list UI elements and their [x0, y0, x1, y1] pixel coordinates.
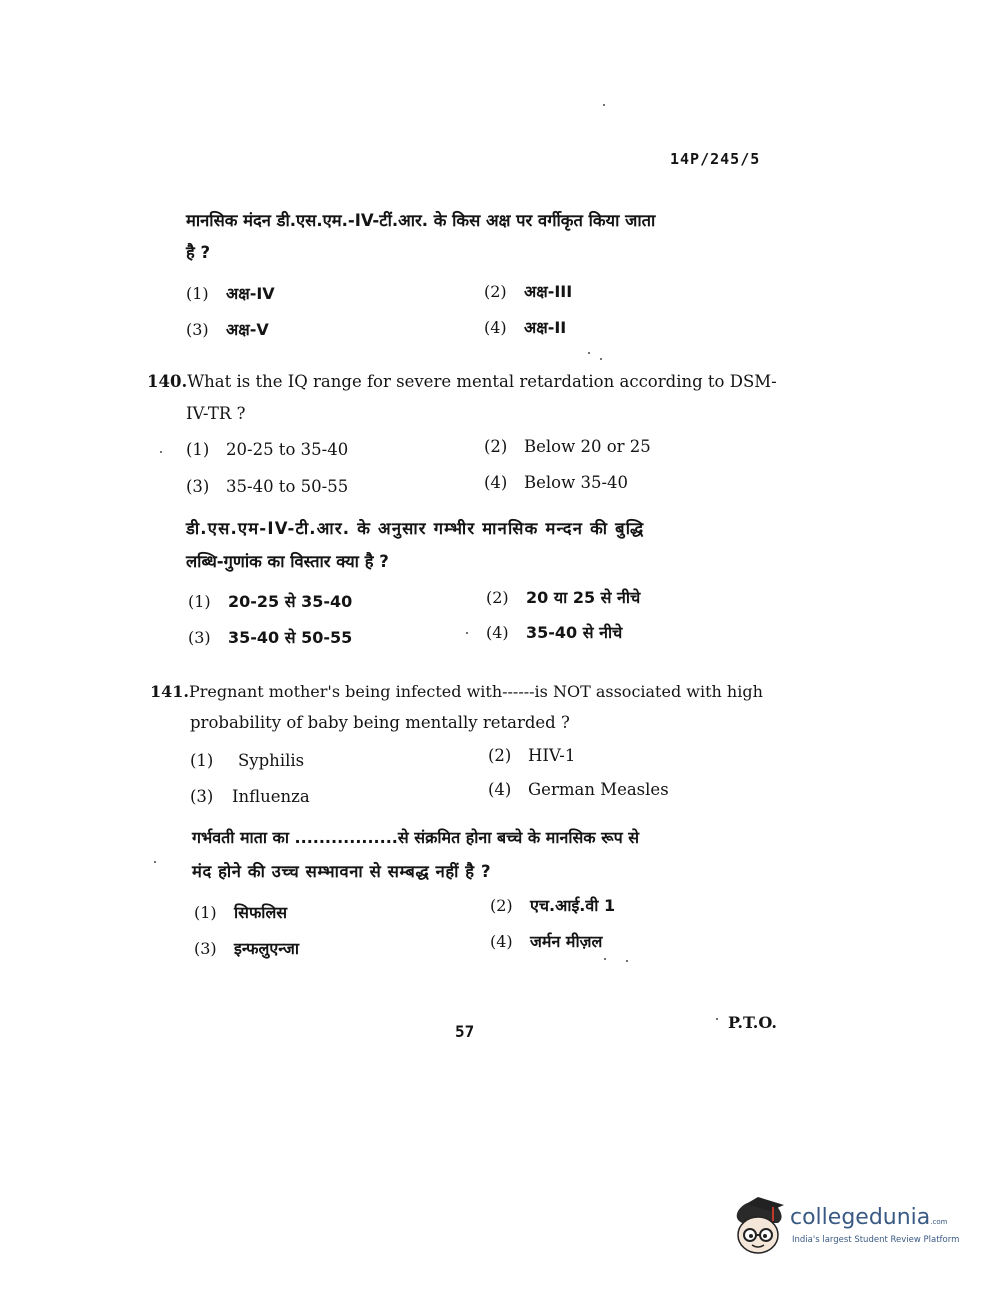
- question-text-english: probability of baby being mentally retarded ?: [190, 713, 570, 732]
- scan-speck: [603, 104, 605, 106]
- option-text: अक्ष-V: [226, 320, 269, 339]
- question-text-english: 141.Pregnant mother's being infected with------is NOT associated with high: [150, 682, 763, 701]
- option-4: [484, 316, 566, 338]
- option-2: (2) HIV-1: [488, 746, 576, 765]
- question-text-english: 140.What is the IQ range for severe mental retardation according to DSM-: [147, 372, 777, 391]
- option-3: (3) Influenza: [190, 787, 310, 806]
- option-2: [484, 280, 572, 302]
- question-text-hindi: है ?: [186, 243, 211, 262]
- option-number: (3): [186, 320, 209, 339]
- scan-speck: [626, 960, 628, 962]
- option-3: [186, 318, 269, 340]
- option-3: (3) 35-40 से 50-55: [188, 628, 353, 647]
- scan-speck: [600, 358, 602, 360]
- scan-speck: [154, 861, 156, 863]
- brand-tagline: India's largest Student Review Platform: [792, 1235, 960, 1245]
- scan-speck: [716, 1018, 718, 1020]
- option-2: (2) Below 20 or 25: [484, 437, 651, 456]
- option-1: (1) 20-25 से 35-40: [188, 592, 353, 611]
- page-number: 57: [455, 1022, 475, 1041]
- scan-speck: [604, 958, 606, 960]
- question-text-hindi: डी.एस.एम-IV-टी.आर. के अनुसार गम्भीर मानसिक मन्दन की बुद्धि: [186, 519, 645, 538]
- brand-name: collegedunia.com: [790, 1205, 948, 1230]
- option-number: (1): [186, 284, 209, 303]
- paper-code: 14P/245/5: [670, 150, 761, 168]
- option-1: [186, 282, 275, 304]
- option-1: (1) Syphilis: [190, 751, 305, 770]
- mascot-logo-icon: [728, 1195, 790, 1261]
- collegedunia-watermark: [728, 1195, 968, 1261]
- pto-label: P.T.O.: [728, 1013, 777, 1032]
- option-3: (3) इन्फलुएन्जा: [194, 939, 299, 958]
- option-4: (4) 35-40 से नीचे: [486, 623, 623, 642]
- option-1: (1) 20-25 to 35-40: [186, 440, 349, 459]
- question-number: 141.: [150, 682, 189, 701]
- option-3: (3) 35-40 to 50-55: [186, 477, 349, 496]
- option-4: (4) जर्मन मीज़ल: [490, 932, 603, 951]
- question-number: 140.: [147, 372, 188, 391]
- option-1: (1) सिफलिस: [194, 903, 288, 922]
- option-text: अक्ष-III: [524, 282, 573, 301]
- option-number: (2): [484, 282, 507, 301]
- question-text-english: IV-TR ?: [186, 404, 246, 423]
- question-text-hindi: गर्भवती माता का .................से संक्रमित होना बच्चे के मानसिक रूप से: [192, 828, 640, 847]
- question-text-hindi: मंद होने की उच्च सम्भावना से सम्बद्ध नहीं है ?: [192, 862, 492, 881]
- scan-speck: [588, 352, 590, 354]
- scan-speck: [466, 632, 468, 634]
- option-4: (4) Below 35-40: [484, 473, 629, 492]
- option-2: (2) 20 या 25 से नीचे: [486, 588, 641, 607]
- option-2: (2) एच.आई.वी 1: [490, 896, 616, 915]
- option-number: (4): [484, 318, 507, 337]
- option-4: (4) German Measles: [488, 780, 669, 799]
- option-text: अक्ष-IV: [226, 284, 275, 303]
- question-text-hindi: मानसिक मंदन डी.एस.एम.-IV-टीं.आर. के किस अक्ष पर वर्गीकृत किया जाता: [186, 211, 656, 230]
- option-text: अक्ष-II: [524, 318, 567, 337]
- question-text-hindi: लब्धि-गुणांक का विस्तार क्या है ?: [186, 552, 389, 571]
- scan-speck: [160, 451, 162, 453]
